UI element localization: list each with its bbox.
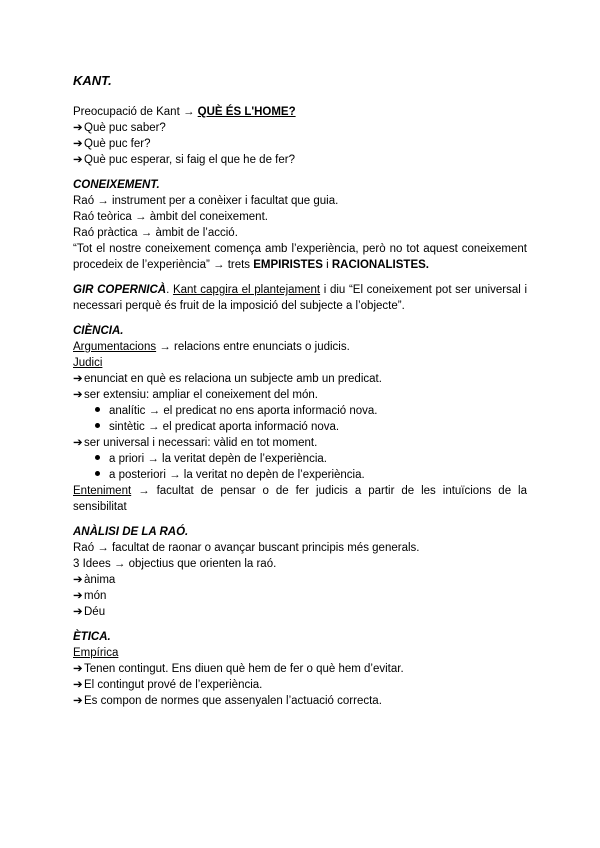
arrow-icon: ➔ (73, 679, 83, 691)
section-heading-ciencia: CIÈNCIA. (73, 325, 124, 337)
list-item: ➔Què puc esperar, si faig el que he de fer? (73, 154, 295, 166)
text-line: Raó → instrument per a conèixer i facultat que guia. (73, 195, 339, 207)
text-line: Argumentacions → relacions entre enunciats o judicis. (73, 341, 350, 353)
quote-paragraph: “Tot el nostre coneixement comença amb l’experiència, però no tot aquest coneixement procedeix de l’experiència” → trets EMPIRISTES i RACIONALISTES. (73, 243, 527, 271)
list-item: ➔Què puc fer? (73, 138, 151, 150)
arrow-icon: ➔ (73, 663, 83, 675)
arrow-icon: ➔ (73, 389, 83, 401)
bullet-icon (95, 471, 100, 476)
list-item: ➔Què puc saber? (73, 122, 166, 134)
list-item: ➔món (73, 590, 107, 602)
section-heading-etica: ÈTICA. (73, 631, 111, 643)
document-page (73, 72, 527, 709)
bullet-icon (95, 455, 100, 460)
arrow-icon: ➔ (73, 606, 83, 618)
bullet-item: a posteriori → la veritat no depèn de l’experiència. (73, 467, 527, 483)
arrow-icon: ➔ (73, 590, 83, 602)
bullet-icon (95, 423, 100, 428)
enteniment-paragraph: Enteniment → facultat de pensar o de fer judicis a partir de les intuïcions de la sensibilitat (73, 485, 527, 513)
intro-prefix: Preocupació de Kant → (73, 106, 198, 118)
arrow-icon: ➔ (73, 437, 83, 449)
gir-paragraph: GIR COPERNICÀ. Kant capgira el plantejament i diu “El coneixement pot ser universal i necessari perquè és fruit de la imposició del subjecte a l’objecte”. (73, 284, 528, 312)
arrow-icon: ➔ (73, 373, 83, 385)
arrow-icon: ➔ (73, 122, 83, 134)
list-item: ➔Es compon de normes que assenyalen l’actuació correcta. (73, 695, 382, 707)
bullet-icon (95, 407, 100, 412)
list-item: ➔enunciat en què es relaciona un subjecte amb un predicat. (73, 373, 382, 385)
intro-line (73, 104, 527, 120)
list-item: ➔El contingut prové de l’experiència. (73, 679, 263, 691)
arrow-icon: ➔ (73, 574, 83, 586)
list-item: ➔Déu (73, 606, 106, 618)
arrow-icon: ➔ (73, 154, 83, 166)
arrow-icon: ➔ (73, 695, 83, 707)
list-item: ➔ànima (73, 574, 116, 586)
section-heading-analisi: ANÀLISI DE LA RAÓ. (73, 526, 189, 538)
text-line: Raó → facultat de raonar o avançar buscant principis més generals. (73, 542, 420, 554)
list-item: ➔ser universal i necessari: vàlid en tot moment. (73, 437, 318, 449)
intro-question: QUÈ ÉS L'HOME? (197, 106, 296, 118)
bullet-item: a priori → la veritat depèn de l’experiència. (73, 451, 527, 467)
text-line: 3 Idees → objectius que orienten la raó. (73, 558, 277, 570)
section-heading-gir: GIR COPERNICÀ (73, 284, 167, 296)
subheading-empirica: Empírica (73, 647, 119, 659)
bullet-item: analític → el predicat no ens aporta informació nova. (73, 403, 527, 419)
bullet-item: sintètic → el predicat aporta informació nova. (73, 419, 527, 435)
text-line: Raó pràctica → àmbit de l’acció. (73, 227, 238, 239)
list-item: ➔ser extensiu: ampliar el coneixement del món. (73, 389, 318, 401)
arrow-icon: ➔ (73, 138, 83, 150)
text-line: Raó teòrica → àmbit del coneixement. (73, 211, 268, 223)
section-heading-coneixement: CONEIXEMENT. (73, 179, 160, 191)
page-title: KANT. (73, 73, 112, 88)
subheading-judici: Judici (73, 357, 103, 369)
list-item: ➔Tenen contingut. Ens diuen què hem de fer o què hem d’evitar. (73, 663, 404, 675)
